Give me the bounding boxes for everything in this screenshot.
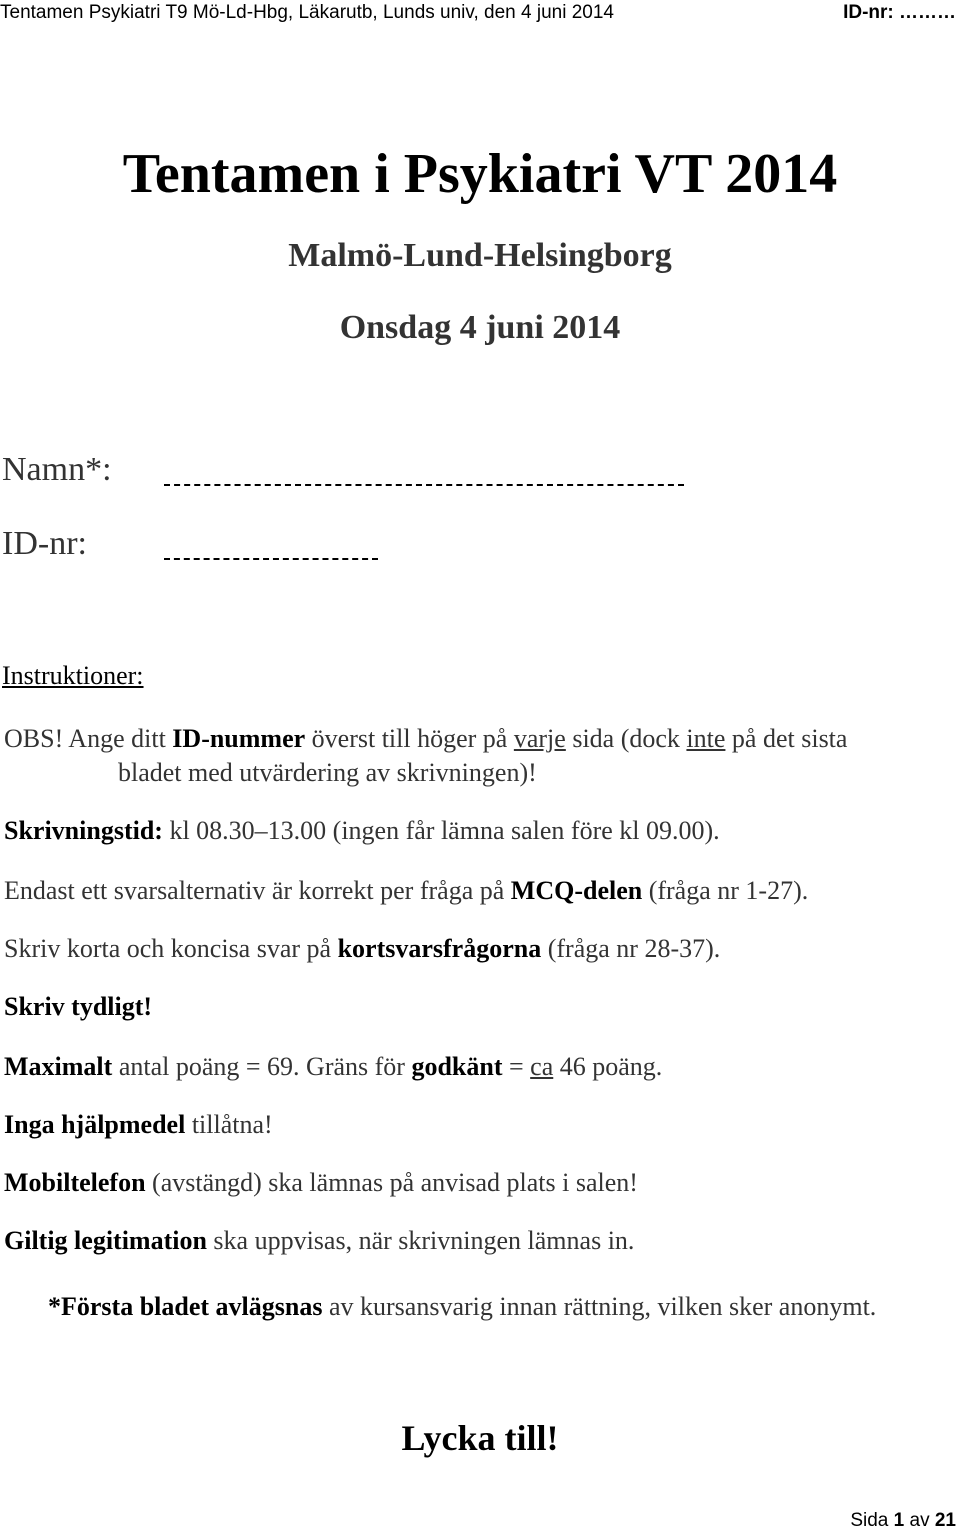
instruction-mobile-phone <box>4 1166 944 1200</box>
obs-not: inte <box>686 724 726 753</box>
instruction-identification <box>4 1224 944 1258</box>
mobile-phone-text: (avstängd) ska lämnas på anvisad plats i salen! <box>145 1168 638 1197</box>
exam-date: Onsdag 4 juni 2014 <box>339 309 621 346</box>
mobile-phone-label: Mobiltelefon <box>4 1168 146 1197</box>
write-clearly-text: Skriv tydligt! <box>4 992 153 1021</box>
obs-text-e: sida (dock <box>565 724 687 753</box>
mcq-part: MCQ-delen <box>510 876 643 905</box>
obs-every: varje <box>513 724 566 753</box>
short-text-a: Skriv korta och koncisa svar på <box>4 934 338 963</box>
footer-page-label: Sida <box>850 1510 894 1531</box>
header-id-field: ID-nr: ……… <box>843 2 956 23</box>
first-page-text: av kursansvarig innan rättning, vilken sker anonymt. <box>322 1292 877 1321</box>
footer-page-number: 1 <box>893 1510 905 1531</box>
obs-text-c: överst till höger på <box>305 724 514 753</box>
points-text-c: 46 poäng. <box>553 1052 663 1081</box>
instruction-points <box>4 1050 944 1084</box>
obs-id-number: ID-nummer <box>172 724 306 753</box>
header-course-info: Tentamen Psykiatri T9 Mö-Ld-Hbg, Läkarutb, Lunds univ, den 4 juni 2014 <box>0 2 614 23</box>
name-blank-line <box>164 484 684 486</box>
exam-title: Tentamen i Psykiatri VT 2014 <box>122 143 838 205</box>
instruction-obs <box>4 722 934 790</box>
mcq-text-b: (fråga nr 1-27). <box>642 876 809 905</box>
footer-of-label: av <box>904 1510 935 1531</box>
id-blank-line <box>164 558 378 560</box>
obs-text-h: bladet med utvärdering av skrivningen)! <box>118 758 537 787</box>
footer-page-total: 21 <box>934 1510 956 1531</box>
page-header <box>0 0 960 34</box>
points-pass-label: godkänt <box>411 1052 503 1081</box>
no-aids-text: tillåtna! <box>185 1110 273 1139</box>
id-label: ID-nr: <box>2 525 87 562</box>
writing-time-text: kl 08.30–13.00 (ingen får lämna salen före kl 09.00). <box>162 816 720 845</box>
id-field <box>2 524 402 564</box>
identification-label: Giltig legitimation <box>4 1226 207 1255</box>
mcq-text-a: Endast ett svarsalternativ är korrekt per fråga på <box>4 876 511 905</box>
instruction-writing-time <box>4 814 944 848</box>
instructions-heading: Instruktioner: <box>2 661 144 690</box>
points-max-label: Maximalt <box>4 1052 113 1081</box>
first-page-label: *Första bladet avlägsnas <box>48 1292 323 1321</box>
points-text-b: = <box>502 1052 531 1081</box>
obs-text-g: på det sista <box>725 724 848 753</box>
instruction-short-answer <box>4 932 944 966</box>
writing-time-label: Skrivningstid: <box>4 816 163 845</box>
obs-text-a: OBS! Ange ditt <box>4 724 173 753</box>
short-answer-part: kortsvarsfrågorna <box>337 934 542 963</box>
good-luck: Lycka till! <box>401 1418 559 1458</box>
identification-text: ska uppvisas, när skrivningen lämnas in. <box>206 1226 635 1255</box>
instruction-mcq <box>4 874 944 908</box>
instruction-no-aids <box>4 1108 944 1142</box>
short-text-b: (fråga nr 28-37). <box>541 934 721 963</box>
points-text-a: antal poäng = 69. Gräns för <box>112 1052 412 1081</box>
name-field <box>2 450 702 490</box>
points-approx: ca <box>530 1052 554 1081</box>
name-label: Namn*: <box>2 451 112 488</box>
exam-locations: Malmö-Lund-Helsingborg <box>288 237 672 274</box>
instruction-write-clearly <box>4 990 944 1024</box>
no-aids-label: Inga hjälpmedel <box>4 1110 186 1139</box>
instruction-first-page-removed <box>48 1290 960 1324</box>
page-footer <box>850 1510 956 1532</box>
